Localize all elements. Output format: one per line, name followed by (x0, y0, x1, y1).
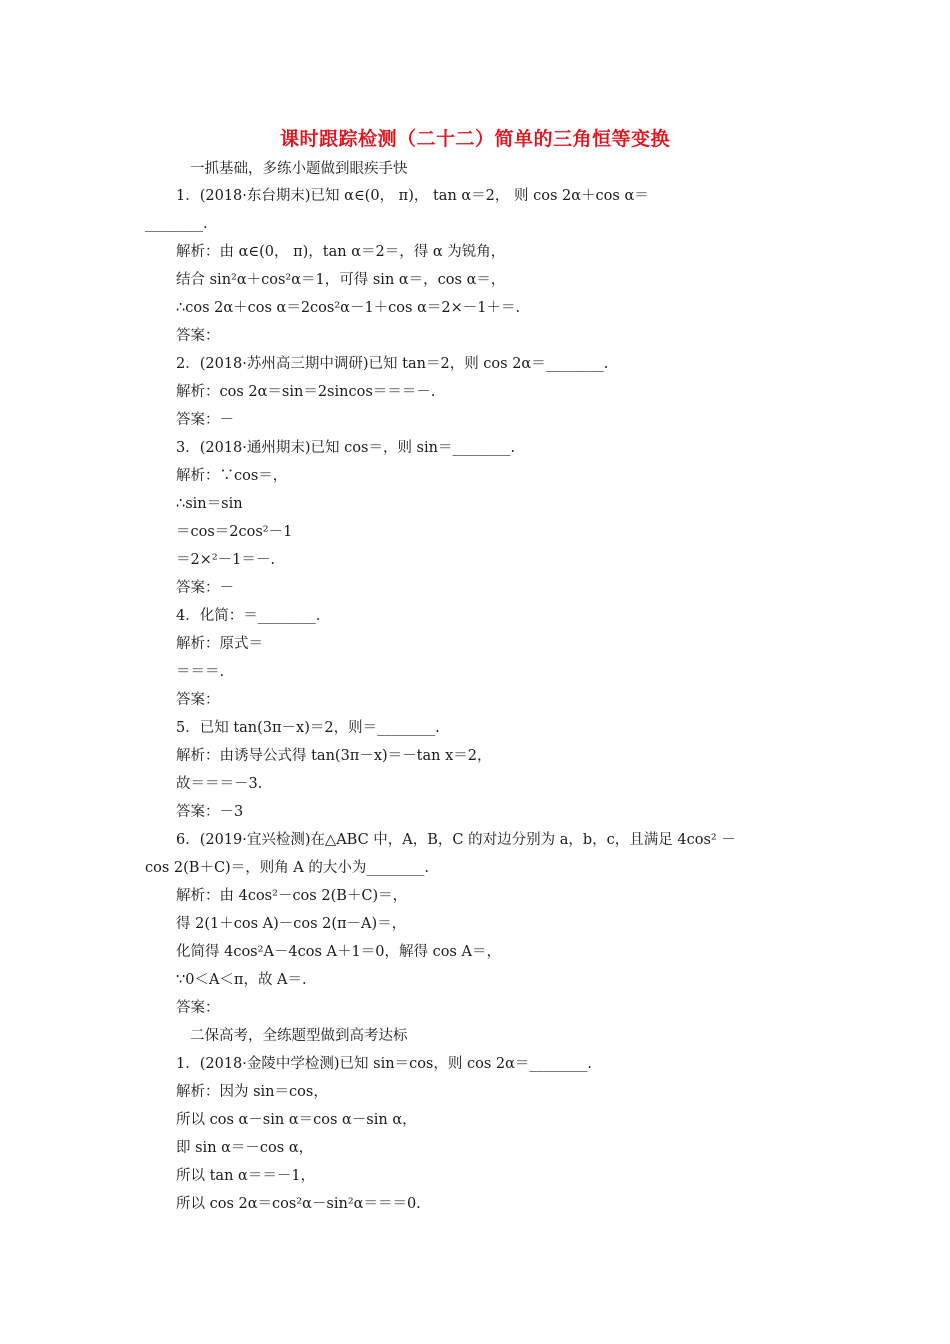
text-line: ＝cos＝2cos²－1 (176, 524, 293, 540)
text-line: ＝2×²－1＝－. (176, 552, 276, 568)
text-line: 答案： (176, 328, 220, 344)
text-line: 所以 tan α＝＝－1， (176, 1168, 316, 1184)
text-line: 答案：－ (176, 580, 234, 596)
text-line: ∴cos 2α＋cos α＝2cos²α－1＋cos α＝2×－1＋＝. (176, 300, 521, 316)
section-heading: 二保高考，全练题型做到高考达标 (190, 1028, 408, 1044)
text-line: ________. (145, 216, 208, 232)
text-line: 1．(2018·东台期末)已知 α∈(0， π)， tan α＝2， 则 cos 2α＋cos α＝ (176, 188, 649, 204)
text-line: 解析：∵cos＝， (176, 468, 288, 484)
text-line: 4．化简：＝________. (176, 608, 321, 624)
text-line: 即 sin α＝－cos α， (176, 1140, 314, 1156)
text-line: 答案：－ (176, 412, 234, 428)
text-line: 答案：－3 (176, 804, 244, 820)
text-line: 所以 cos 2α＝cos²α－sin²α＝＝＝0. (176, 1196, 421, 1212)
text-line: ＝＝＝. (176, 664, 225, 680)
text-line: 解析：原式＝ (176, 636, 263, 652)
text-line: 5．已知 tan(3π－x)＝2，则＝________. (176, 720, 440, 736)
section-heading: 一抓基础，多练小题做到眼疾手快 (190, 161, 408, 177)
text-line: 1．(2018·金陵中学检测)已知 sin＝cos，则 cos 2α＝________. (176, 1056, 593, 1072)
text-line: 3．(2018·通州期末)已知 cos＝，则 sin＝________. (176, 440, 516, 456)
text-line: 故＝＝＝－3. (176, 776, 263, 792)
text-line: 答案： (176, 692, 220, 708)
document-title: 课时跟踪检测（二十二）简单的三角恒等变换 (279, 128, 670, 150)
text-line: ∵0＜A＜π，故 A＝. (176, 972, 307, 988)
text-line: 所以 cos α－sin α＝cos α－sin α， (176, 1112, 417, 1128)
text-line: 得 2(1＋cos A)－cos 2(π－A)＝， (176, 916, 407, 932)
text-line: 解析：由 α∈(0， π)，tan α＝2＝，得 α 为锐角， (176, 244, 506, 260)
text-line: ∴sin＝sin (176, 496, 243, 512)
text-line: 化简得 4cos²A－4cos A＋1＝0，解得 cos A＝， (176, 944, 501, 960)
text-line: 解析：因为 sin＝cos， (176, 1084, 328, 1100)
text-line: cos 2(B＋C)＝，则角 A 的大小为________. (145, 860, 429, 876)
text-line: 解析：cos 2α＝sin＝2sincos＝＝＝－. (176, 384, 436, 400)
text-line: 答案： (176, 1000, 220, 1016)
text-line: 2．(2018·苏州高三期中调研)已知 tan＝2，则 cos 2α＝________. (176, 356, 609, 372)
text-line: 解析：由诱导公式得 tan(3π－x)＝－tan x＝2， (176, 748, 492, 764)
text-line: 6．(2019·宜兴检测)在△ABC 中，A，B，C 的对边分别为 a，b，c，且满足 4cos² － (176, 832, 736, 848)
text-line: 解析：由 4cos²－cos 2(B＋C)＝， (176, 888, 408, 904)
text-line: 结合 sin²α＋cos²α＝1，可得 sin α＝，cos α＝， (176, 272, 506, 288)
